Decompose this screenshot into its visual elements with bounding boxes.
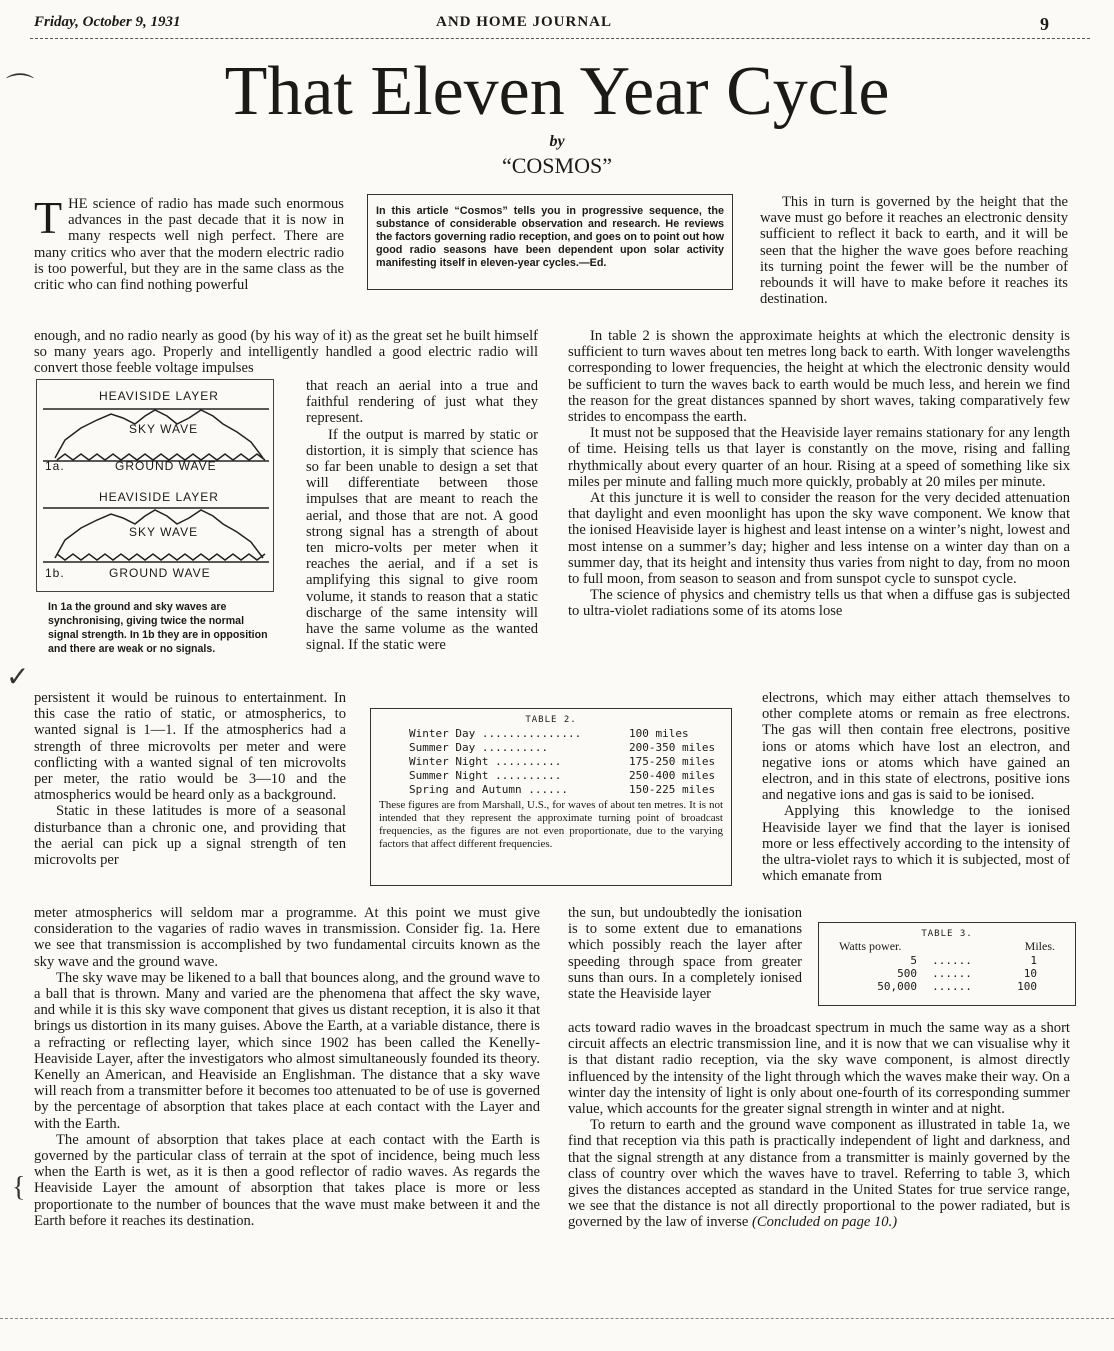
column-right-lower-narrow [568, 905, 802, 1002]
column-right-wide [568, 328, 1070, 620]
label-ground-a: GROUND WAVE [115, 459, 217, 473]
column-middle-upper: that reach an aerial into a true and faithful rendering of just what they represent. If the output is marred by static or distortion, it is simply that science has so far been unable to design a set that will differentiate between those impulses that are meant to reach the aerial, and those that are not. A good strong signal has a strength of about ten micro-volts per meter when it reaches the aerial, and if a set is amplifying this signal to give room volume, it stands to reason that a static discharge of the same intensity will have the same volume as the wanted signal. If the static were [306, 378, 538, 654]
label-id-b: 1b. [45, 566, 65, 580]
paragraph-r6-end: acts toward radio waves in the broadcast spectrum in much the same way as a short circuit affects an electric transmission line, and it is now that we can visualise why it is that distant radio reception, via the sky wave component, is almost directly influenced by the intensity of the light through which the waves make their way. On a winter day the intensity of light is only about one-fourth of its corresponding summer value, which accounts for the greater signal strength in winter and at night. [568, 1020, 1070, 1118]
bottom-rule [0, 1318, 1114, 1319]
table-row: 50,000 ...... 100 [877, 980, 1037, 993]
byline: by [549, 133, 565, 150]
dropcap: T [34, 192, 63, 243]
table-row: Winter Day ............... 100 miles [409, 727, 689, 740]
wave-diagram-svg [37, 380, 273, 591]
table-3-header: Watts power. Miles. [839, 939, 1055, 953]
column-left-lower [34, 905, 540, 1229]
label-heaviside-a: HEAVISIDE LAYER [99, 389, 219, 403]
header-date: Friday, October 9, 1931 [34, 14, 181, 30]
column-right-bottom [568, 1020, 1070, 1231]
paragraph-r7: To return to earth and the ground wave component as illustrated in table 1a, we find that reception via this path is practically independent of light and darkness, and that the signal strength at any distance from a transmitter is mainly governed by the class of country over which the waves have to travel. Referring to table 3, which gives the distances accepted as standard in the United States for true service range, we see that the distance is not all directly proportional to the power radiated, but is governed by the law of inverse (Concluded on page 10.) [568, 1117, 1070, 1231]
table-row: 500 ...... 10 [897, 967, 1037, 980]
ground-wave-b [57, 554, 265, 560]
author-name: “COSMOS” [501, 153, 612, 178]
column-left-middle [34, 690, 346, 868]
paragraph-4: The sky wave may be likened to a ball that bounces along, and the ground wave to a ball that is thrown. Many and varied are the phenomena that affect the sky wave, and while it is this sky wave component that gives us distant reception, it is also it that brings us distortion in its many guises. Above the Earth, at a variable distance, there is a refracting or reflecting layer, which since 1902 has been called the Kenelly-Heaviside Layer, after the investigators who almost simultaneously founded its theory. Kenelly an American, and Heaviside an Englishman. The distance that a sky wave will reach from a transmitter before it becomes too attenuated to be of use is governed by the percentage of absorption that takes place at each contact with the Layer and with the Earth. [34, 969, 540, 1132]
paragraph-r6: Applying this knowledge to the ionised Heaviside layer we find that the layer is ionised more or less effectively according to the intensity of the ultra-violet rays to which it is subjected, most of which emanate from [762, 803, 1070, 885]
paragraph-2-continued: persistent it would be ruinous to entertainment. In this case the ratio of static, or atmospherics, to wanted signal is 1—1. If the atmospherics had a strength of three microvolts per meter and were conflicting with a wanted signal of ten microvolts per meter, the ratio would be 3—10 and the atmospherics would be heard only as a background. [34, 690, 346, 804]
column-right-top [760, 194, 1068, 307]
table-row: Summer Day .......... 200-350 miles [409, 741, 716, 754]
paragraph-r5-continued: electrons, which may either attach themselves to other complete atoms or remain as free electrons. The gas will then contain free electrons, positive ions or atoms which have lost an electron, and negative ions or atoms which have gained an electron, and in this state of electrons, positive ions and negative ions and gas is said to be ionised. [762, 690, 1070, 804]
paragraph-3-continued: meter atmospherics will seldom mar a programme. At this point we must give consideration to the vagaries of radio waves in transmission. Consider fig. 1a. Here we see that transmission is accomplished by two fundamental circuits known as the sky wave and the ground wave. [34, 905, 540, 970]
table-row: 5 ...... 1 [910, 954, 1037, 967]
paragraph-1: HE science of radio has made such enormous advances in the past decade that it is now in many respects well nigh perfect. There are many critics who aver that the modern electric radio is too powerful, but they are in the same class as the critic who can find nothing powerful [34, 196, 344, 294]
table-row: Winter Night .......... 175-250 miles [409, 755, 716, 768]
paragraph-r1: This in turn is governed by the height that the wave must go before it reaches an electronic density sufficient to reflect it back to earth, and it will be seen that the higher the wave goes before reaching its turning point the fewer will be the number of rebounds it will have to make before it reaches its destination. [760, 194, 1068, 308]
intro-box: In this article “Cosmos” tells you in progressive sequence, the substance of considerable observation and research. He reviews the factors governing radio reception, and goes on to point out how good radio seasons have been dependent upon solar activity manifesting itself in eleven-year cycles.—Ed. [367, 194, 733, 290]
paragraph-5: The amount of absorption that takes place at each contact with the Earth is governed by the particular class of terrain at the spot of incidence, being much less when the Earth is wet, as it is then a good reflector of radio waves. As regards the Heaviside Layer the amount of absorption that takes place is more or less proportionate to the number of bounces that the wave must make between it and the Earth before it reaches its destination. [34, 1131, 540, 1229]
paragraph-2: If the output is marred by static or distortion, it is simply that science has so far been unable to design a set that will differentiate between those impulses that are meant to reach the aerial, and those that are not. A good strong signal has a strength of about ten micro-volts per meter when it reaches the aerial, and if a set is amplifying this signal to give room volume, it stands to reason that a static discharge of the same intensity will have the same volume as the wanted signal. If the static were [306, 426, 538, 654]
column-right-middle [762, 690, 1070, 884]
table-row: Spring and Autumn ...... 150-225 miles [409, 783, 716, 796]
label-sky-a: SKY WAVE [129, 422, 199, 436]
label-heaviside-b: HEAVISIDE LAYER [99, 490, 219, 504]
label-ground-b: GROUND WAVE [109, 566, 211, 580]
table-3 [818, 922, 1076, 1006]
continuation-note: (Concluded on page 10.) [752, 1214, 898, 1231]
figure-caption: In 1a the ground and sky waves are synchronising, giving twice the normal signal strength. In 1b they are in opposition and there are weak or no signals. [48, 601, 268, 655]
column-left-top [34, 192, 344, 294]
table-2 [370, 708, 732, 886]
paragraph-1-continued: enough, and no radio nearly as good (by his way of it) as the great set he built himself so many years ago. Properly and intelligently handled a good electric radio will convert those feeble voltage impulses [34, 328, 538, 377]
header-publication: AND HOME JOURNAL [436, 14, 612, 30]
header-rule [30, 38, 1090, 39]
label-id-a: 1a. [45, 459, 65, 473]
paragraph-r5: The science of physics and chemistry tells us that when a diffuse gas is subjected to ultra-violet radiations some of its atoms lose [568, 587, 1070, 620]
margin-bracket-mark: { [12, 1172, 26, 1203]
margin-mark: ⌒ [6, 73, 35, 104]
margin-check-mark: ✓ [6, 662, 30, 693]
paragraph-r2: In table 2 is shown the approximate heights at which the electronic density is sufficient to turn waves about ten metres long back to earth. With longer wavelengths corresponding to lower frequencies, the height at which the electronic density would be sufficient to turn the waves back to earth would be much less, and herein we find the reason for the great distances spanned by short waves, taking comparatively few strides to encompass the earth. [568, 328, 1070, 426]
table-2-note: These figures are from Marshall, U.S., for waves of about ten metres. It is not intended that they represent the approximate turning point of broadcast frequencies, as the figures are not even proportionate, due to the varying factors that affect different frequencies. [379, 799, 723, 850]
paragraph-r3: It must not be supposed that the Heaviside layer remains stationary for any length of time. Heising tells us that layer is constantly on the move, rising and falling rhythmically about every quarter of an hour. Rising at a speed of something like six miles per minute and falling much more quickly, probably at 20 miles per minute. [568, 425, 1070, 490]
paragraph-r6-continued: the sun, but undoubtedly the ionisation is to some extent due to emanations which possibly reach the layer after speeding through space from greater suns than ours. In a completely ionised state the Heaviside layer [568, 905, 802, 1003]
table-row: Summer Night .......... 250-400 miles [409, 769, 716, 782]
paragraph-r4: At this juncture it is well to consider the reason for the very decided attenuation that daylight and even moonlight has upon the sky wave component. We know that the ionised Heaviside layer is highest and least intense on a winter’s night, lowest and most intense on a summer’s day; higher and less intense on a winter day than on a summer day, that its height and intensity thus varies from night to day, from no moon to full moon, from season to season and from sunspot cycle to sunspot cycle. [568, 490, 1070, 588]
table-2-title: TABLE 2. [525, 715, 577, 725]
label-sky-b: SKY WAVE [129, 525, 199, 539]
article-title: That Eleven Year Cycle [224, 53, 890, 130]
figure-wave-diagram [36, 379, 274, 592]
table-3-title: TABLE 3. [921, 929, 973, 939]
paragraph-3: Static in these latitudes is more of a seasonal disturbance than a chronic one, and providing that the aerial can pick up a signal strength of ten microvolts per [34, 803, 346, 869]
page-number: 9 [1040, 14, 1049, 34]
